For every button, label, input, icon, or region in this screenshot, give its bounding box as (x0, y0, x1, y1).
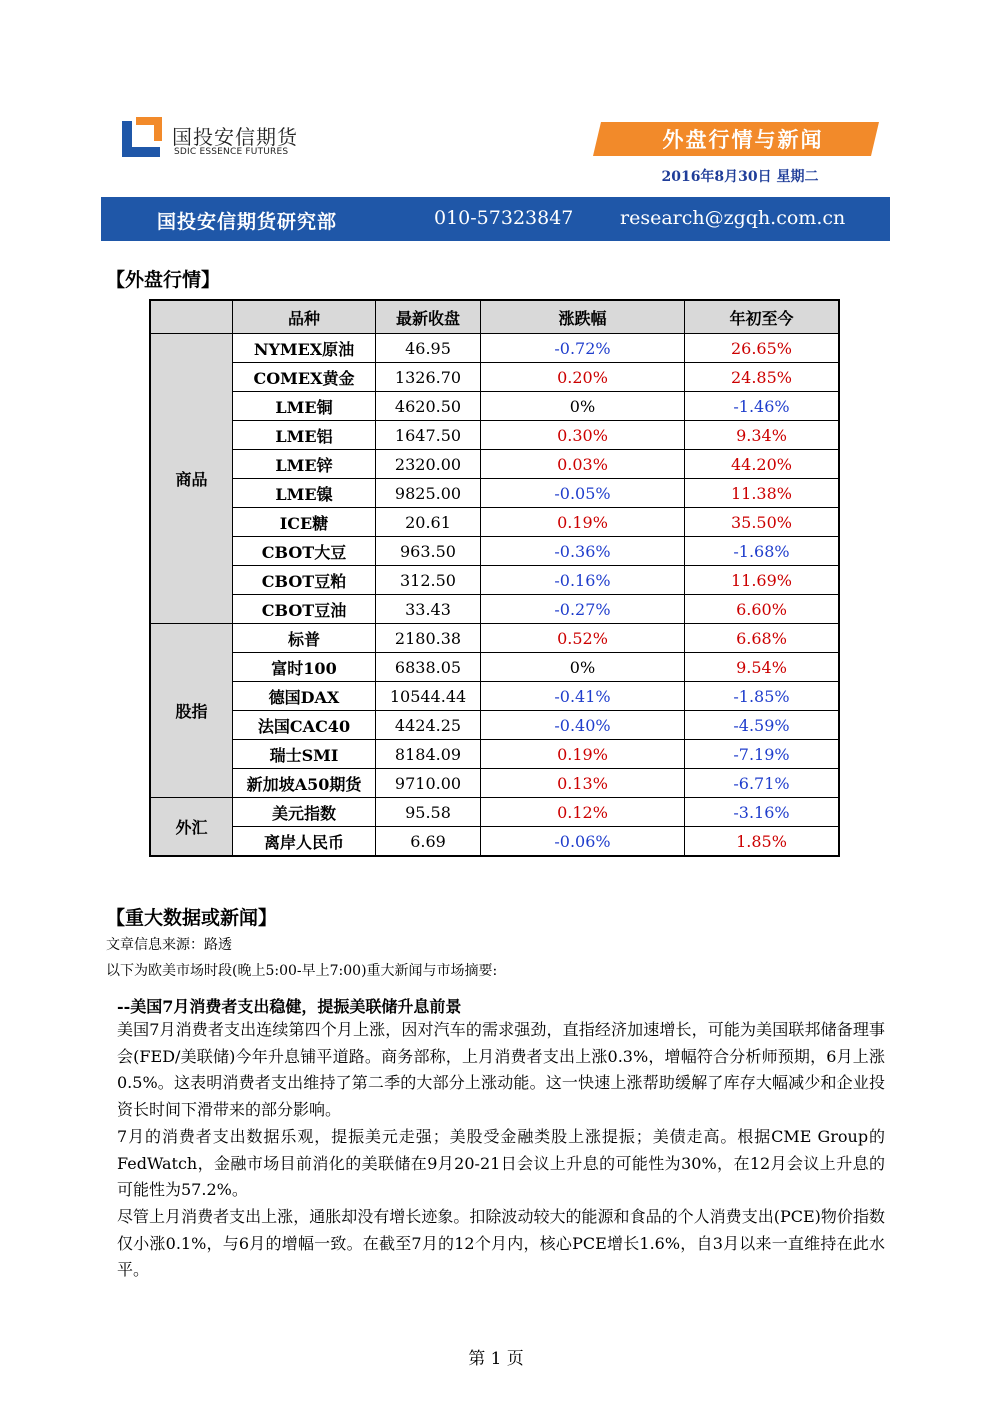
instrument-name-cell: 瑞士SMI (233, 740, 376, 769)
table-header-row (150, 300, 839, 334)
instrument-name-cell: 富时100 (233, 653, 376, 682)
close-price-cell: 6838.05 (376, 653, 481, 682)
close-price-cell: 20.61 (376, 508, 481, 537)
ytd-percent-cell: -1.68% (685, 537, 840, 566)
instrument-name-cell: NYMEX原油 (233, 334, 376, 363)
close-price-cell: 4620.50 (376, 392, 481, 421)
close-price-cell: 9825.00 (376, 479, 481, 508)
ytd-percent-cell: 1.85% (685, 827, 840, 857)
news-section-title: 【重大数据或新闻】 (106, 907, 278, 929)
phone-number: 010-57323847 (434, 207, 574, 229)
table-row (150, 392, 839, 421)
table-header-cell: 最新收盘 (376, 300, 481, 334)
ytd-percent-cell: -4.59% (685, 711, 840, 740)
change-percent-cell: -0.72% (481, 334, 685, 363)
change-percent-cell: 0.52% (481, 624, 685, 653)
news-intro: 以下为欧美市场时段(晚上5:00-早上7:00)重大新闻与市场摘要: (106, 963, 498, 979)
report-date: 2016年8月30日 星期二 (661, 169, 819, 185)
table-row (150, 363, 839, 392)
category-cell: 外汇 (150, 798, 233, 857)
table-row (150, 479, 839, 508)
news-source: 文章信息来源：路透 (106, 937, 232, 953)
ytd-percent-cell: 6.60% (685, 595, 840, 624)
logo-company-name-cn: 国投安信期货 (172, 125, 298, 149)
department-name: 国投安信期货研究部 (157, 211, 338, 233)
ytd-percent-cell: -1.46% (685, 392, 840, 421)
close-price-cell: 4424.25 (376, 711, 481, 740)
table-row (150, 624, 839, 653)
change-percent-cell: 0.20% (481, 363, 685, 392)
change-percent-cell: -0.27% (481, 595, 685, 624)
change-percent-cell: -0.06% (481, 827, 685, 857)
table-header-cell: 品种 (233, 300, 376, 334)
instrument-name-cell: CBOT大豆 (233, 537, 376, 566)
market-section-title: 【外盘行情】 (106, 269, 221, 291)
table-row (150, 508, 839, 537)
ytd-percent-cell: 11.38% (685, 479, 840, 508)
instrument-name-cell: LME铜 (233, 392, 376, 421)
instrument-name-cell: COMEX黄金 (233, 363, 376, 392)
change-percent-cell: 0.19% (481, 740, 685, 769)
instrument-name-cell: LME锌 (233, 450, 376, 479)
ytd-percent-cell: -7.19% (685, 740, 840, 769)
change-percent-cell: 0.03% (481, 450, 685, 479)
ytd-percent-cell: 9.34% (685, 421, 840, 450)
table-header-cell: 涨跌幅 (481, 300, 685, 334)
close-price-cell: 2180.38 (376, 624, 481, 653)
category-cell: 商品 (150, 334, 233, 624)
table-header-category (150, 300, 233, 334)
table-row (150, 653, 839, 682)
email-address: research@zgqh.com.cn (620, 207, 846, 229)
news-paragraph: 7月的消费者支出数据乐观，提振美元走强；美股受金融类股上涨提振；美债走高。根据CME Group的FedWatch，金融市场目前消化的美联储在9月20-21日会议上升息的可能性为30%，在12月会议上升息的可能性为57.2%。 (117, 1127, 885, 1199)
change-percent-cell: -0.16% (481, 566, 685, 595)
page-number: 第 1 页 (468, 1349, 524, 1369)
close-price-cell: 2320.00 (376, 450, 481, 479)
change-percent-cell: 0% (481, 653, 685, 682)
ytd-percent-cell: 26.65% (685, 334, 840, 363)
ytd-percent-cell: 24.85% (685, 363, 840, 392)
instrument-name-cell: 美元指数 (233, 798, 376, 827)
instrument-name-cell: ICE糖 (233, 508, 376, 537)
ytd-percent-cell: 6.68% (685, 624, 840, 653)
close-price-cell: 9710.00 (376, 769, 481, 798)
instrument-name-cell: LME镍 (233, 479, 376, 508)
table-row (150, 566, 839, 595)
table-header-cell: 年初至今 (685, 300, 840, 334)
news-headline: --美国7月消费者支出稳健，提振美联储升息前景 (117, 997, 462, 1016)
change-percent-cell: 0.19% (481, 508, 685, 537)
news-paragraph: 美国7月消费者支出连续第四个月上涨，因对汽车的需求强劲，直指经济加速增长，可能为美国联邦储备理事会(FED/美联储)今年升息铺平道路。商务部称，上月消费者支出上涨0.3%，增幅符合分析师预期，6月上涨0.5%。这表明消费者支出维持了第二季的大部分上涨动能。这一快速上涨帮助缓解了库存大幅减少和企业投资长时间下滑带来的部分影响。 (117, 1020, 885, 1119)
change-percent-cell: 0.30% (481, 421, 685, 450)
instrument-name-cell: 法国CAC40 (233, 711, 376, 740)
table-body (150, 334, 839, 857)
category-cell: 股指 (150, 624, 233, 798)
table-row (150, 711, 839, 740)
table-row (150, 769, 839, 798)
close-price-cell: 95.58 (376, 798, 481, 827)
close-price-cell: 33.43 (376, 595, 481, 624)
instrument-name-cell: CBOT豆粕 (233, 566, 376, 595)
close-price-cell: 1647.50 (376, 421, 481, 450)
change-percent-cell: -0.05% (481, 479, 685, 508)
instrument-name-cell: 德国DAX (233, 682, 376, 711)
ytd-percent-cell: 11.69% (685, 566, 840, 595)
report-title-banner (593, 122, 879, 156)
close-price-cell: 312.50 (376, 566, 481, 595)
ytd-percent-cell: 35.50% (685, 508, 840, 537)
instrument-name-cell: 新加坡A50期货 (233, 769, 376, 798)
close-price-cell: 6.69 (376, 827, 481, 857)
change-percent-cell: -0.41% (481, 682, 685, 711)
ytd-percent-cell: 9.54% (685, 653, 840, 682)
instrument-name-cell: LME铝 (233, 421, 376, 450)
table-row (150, 334, 839, 363)
change-percent-cell: 0.13% (481, 769, 685, 798)
instrument-name-cell: CBOT豆油 (233, 595, 376, 624)
table-row (150, 421, 839, 450)
contact-bar (101, 197, 890, 241)
instrument-name-cell: 标普 (233, 624, 376, 653)
close-price-cell: 1326.70 (376, 363, 481, 392)
close-price-cell: 10544.44 (376, 682, 481, 711)
close-price-cell: 963.50 (376, 537, 481, 566)
change-percent-cell: -0.36% (481, 537, 685, 566)
news-paragraph: 尽管上月消费者支出上涨，通胀却没有增长迹象。扣除波动较大的能源和食品的个人消费支出(PCE)物价指数仅小涨0.1%，与6月的增幅一致。在截至7月的12个月内，核心PCE增长1.6%，自3月以来一直维持在此水平。 (117, 1207, 885, 1279)
table-row (150, 798, 839, 827)
ytd-percent-cell: -6.71% (685, 769, 840, 798)
table-row (150, 740, 839, 769)
change-percent-cell: 0% (481, 392, 685, 421)
ytd-percent-cell: -3.16% (685, 798, 840, 827)
table-row (150, 682, 839, 711)
ytd-percent-cell: 44.20% (685, 450, 840, 479)
market-quotes-table (149, 299, 840, 857)
logo-company-name-en: SDIC ESSENCE FUTURES (174, 147, 289, 157)
close-price-cell: 46.95 (376, 334, 481, 363)
logo-mark-icon (122, 117, 162, 157)
close-price-cell: 8184.09 (376, 740, 481, 769)
table-row (150, 827, 839, 857)
change-percent-cell: -0.40% (481, 711, 685, 740)
report-title: 外盘行情与新闻 (662, 127, 824, 152)
change-percent-cell: 0.12% (481, 798, 685, 827)
ytd-percent-cell: -1.85% (685, 682, 840, 711)
table-row (150, 450, 839, 479)
table-row (150, 595, 839, 624)
table-row (150, 537, 839, 566)
instrument-name-cell: 离岸人民币 (233, 827, 376, 857)
